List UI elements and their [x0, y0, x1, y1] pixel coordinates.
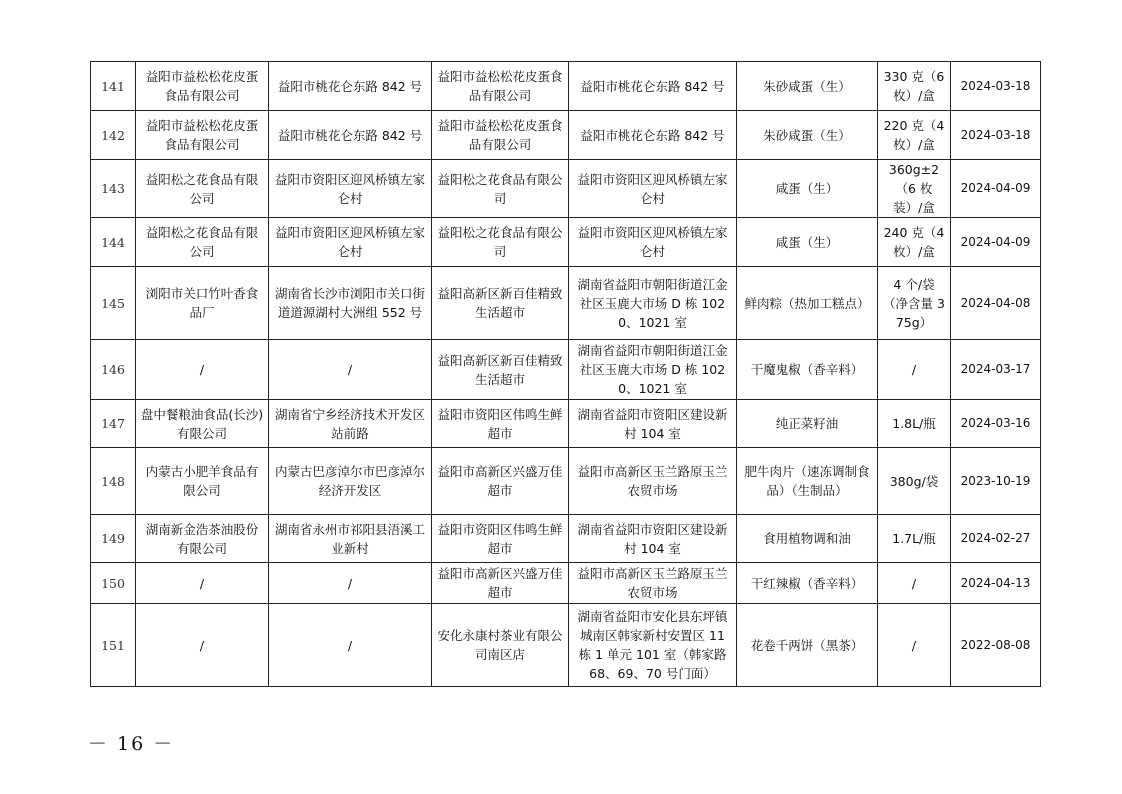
sampled-unit-name-cell: 安化永康村茶业有限公司南区店 [432, 604, 569, 687]
producer-address-cell: 湖南省宁乡经济技术开发区站前路 [269, 400, 432, 448]
sampled-unit-address-cell: 湖南省益阳市朝阳街道江金社区玉鹿大市场 D 栋 1020、1021 室 [569, 340, 737, 400]
row-number-cell: 148 [91, 448, 136, 515]
producer-address-cell: 湖南省永州市祁阳县浯溪工业新村 [269, 515, 432, 563]
row-number-cell: 146 [91, 340, 136, 400]
sampled-unit-name-cell: 益阳市资阳区伟鸣生鲜超市 [432, 400, 569, 448]
producer-address-cell: / [269, 340, 432, 400]
product-name-cell: 朱砂咸蛋（生） [737, 62, 878, 111]
table-row [91, 563, 1041, 604]
producer-name-cell: 浏阳市关口竹叶香食品厂 [136, 267, 269, 340]
product-name-cell: 咸蛋（生） [737, 160, 878, 218]
production-date-cell: 2024-03-17 [951, 340, 1041, 400]
sampled-unit-address-cell: 益阳市桃花仑东路 842 号 [569, 111, 737, 160]
sampled-unit-name-cell: 益阳市高新区兴盛万佳超市 [432, 563, 569, 604]
producer-address-cell: 湖南省长沙市浏阳市关口街道道源湖村大洲组 552 号 [269, 267, 432, 340]
product-spec-cell: 1.7L/瓶 [878, 515, 951, 563]
sampled-unit-address-cell: 湖南省益阳市资阳区建设新村 104 室 [569, 515, 737, 563]
sampled-unit-name-cell: 益阳市益松松花皮蛋食品有限公司 [432, 62, 569, 111]
production-date-cell: 2024-04-09 [951, 160, 1041, 218]
table-row [91, 340, 1041, 400]
product-spec-cell: / [878, 340, 951, 400]
product-spec-cell: / [878, 604, 951, 687]
product-name-cell: 肥牛肉片（速冻调制食品）（生制品） [737, 448, 878, 515]
producer-address-cell: / [269, 604, 432, 687]
row-number-cell: 144 [91, 218, 136, 267]
product-name-cell: 纯正菜籽油 [737, 400, 878, 448]
sampling-results-table [90, 61, 1041, 687]
product-spec-cell: 1.8L/瓶 [878, 400, 951, 448]
row-number-cell: 145 [91, 267, 136, 340]
producer-address-cell: 益阳市桃花仑东路 842 号 [269, 111, 432, 160]
production-date-cell: 2024-04-13 [951, 563, 1041, 604]
product-spec-cell: 240 克（4 枚）/盒 [878, 218, 951, 267]
sampled-unit-name-cell: 益阳高新区新百佳精致生活超市 [432, 267, 569, 340]
production-date-cell: 2024-03-18 [951, 62, 1041, 111]
production-date-cell: 2023-10-19 [951, 448, 1041, 515]
row-number-cell: 141 [91, 62, 136, 111]
sampled-unit-name-cell: 益阳市资阳区伟鸣生鲜超市 [432, 515, 569, 563]
producer-address-cell: 益阳市资阳区迎风桥镇左家仑村 [269, 160, 432, 218]
table-row [91, 400, 1041, 448]
sampled-unit-address-cell: 湖南省益阳市安化县东坪镇城南区韩家新村安置区 11 栋 1 单元 101 室（韩家路 68、69、70 号门面） [569, 604, 737, 687]
table-row [91, 218, 1041, 267]
producer-name-cell: 益阳市益松松花皮蛋食品有限公司 [136, 62, 269, 111]
table-row [91, 111, 1041, 160]
producer-name-cell: 盘中餐粮油食品(长沙)有限公司 [136, 400, 269, 448]
sampled-unit-address-cell: 湖南省益阳市资阳区建设新村 104 室 [569, 400, 737, 448]
product-name-cell: 干红辣椒（香辛料） [737, 563, 878, 604]
producer-name-cell: 益阳松之花食品有限公司 [136, 218, 269, 267]
row-number-cell: 149 [91, 515, 136, 563]
table-row [91, 448, 1041, 515]
product-spec-cell: 220 克（4 枚）/盒 [878, 111, 951, 160]
row-number-cell: 143 [91, 160, 136, 218]
producer-name-cell: 内蒙古小肥羊食品有限公司 [136, 448, 269, 515]
table-row [91, 267, 1041, 340]
row-number-cell: 147 [91, 400, 136, 448]
sampled-unit-address-cell: 湖南省益阳市朝阳街道江金社区玉鹿大市场 D 栋 1020、1021 室 [569, 267, 737, 340]
production-date-cell: 2024-02-27 [951, 515, 1041, 563]
table-row [91, 604, 1041, 687]
production-date-cell: 2024-04-08 [951, 267, 1041, 340]
sampled-unit-address-cell: 益阳市高新区玉兰路原玉兰农贸市场 [569, 448, 737, 515]
sampled-unit-name-cell: 益阳松之花食品有限公司 [432, 218, 569, 267]
producer-name-cell: 益阳市益松松花皮蛋食品有限公司 [136, 111, 269, 160]
table-row [91, 160, 1041, 218]
producer-address-cell: 益阳市桃花仑东路 842 号 [269, 62, 432, 111]
sampled-unit-address-cell: 益阳市资阳区迎风桥镇左家仑村 [569, 218, 737, 267]
table-row [91, 515, 1041, 563]
product-spec-cell: 380g/袋 [878, 448, 951, 515]
sampled-unit-name-cell: 益阳高新区新百佳精致生活超市 [432, 340, 569, 400]
product-name-cell: 朱砂咸蛋（生） [737, 111, 878, 160]
product-name-cell: 花卷千两饼（黑茶） [737, 604, 878, 687]
product-name-cell: 鲜肉粽（热加工糕点） [737, 267, 878, 340]
sampled-unit-address-cell: 益阳市高新区玉兰路原玉兰农贸市场 [569, 563, 737, 604]
production-date-cell: 2024-03-18 [951, 111, 1041, 160]
sampled-unit-address-cell: 益阳市桃花仑东路 842 号 [569, 62, 737, 111]
producer-address-cell: 益阳市资阳区迎风桥镇左家仑村 [269, 218, 432, 267]
product-spec-cell: 360g±2（6 枚装）/盒 [878, 160, 951, 218]
row-number-cell: 151 [91, 604, 136, 687]
producer-name-cell: / [136, 563, 269, 604]
table-row [91, 62, 1041, 111]
table-body [91, 62, 1041, 687]
sampled-unit-address-cell: 益阳市资阳区迎风桥镇左家仑村 [569, 160, 737, 218]
producer-name-cell: 湖南新金浩茶油股份有限公司 [136, 515, 269, 563]
product-name-cell: 干魔鬼椒（香辛料） [737, 340, 878, 400]
producer-name-cell: / [136, 604, 269, 687]
page-number: － 16 － [88, 733, 175, 755]
production-date-cell: 2022-08-08 [951, 604, 1041, 687]
product-spec-cell: 4 个/袋（净含量 375g） [878, 267, 951, 340]
product-spec-cell: 330 克（6 枚）/盒 [878, 62, 951, 111]
production-date-cell: 2024-04-09 [951, 218, 1041, 267]
producer-address-cell: / [269, 563, 432, 604]
product-name-cell: 咸蛋（生） [737, 218, 878, 267]
product-spec-cell: / [878, 563, 951, 604]
producer-name-cell: 益阳松之花食品有限公司 [136, 160, 269, 218]
sampled-unit-name-cell: 益阳市高新区兴盛万佳超市 [432, 448, 569, 515]
production-date-cell: 2024-03-16 [951, 400, 1041, 448]
product-name-cell: 食用植物调和油 [737, 515, 878, 563]
row-number-cell: 142 [91, 111, 136, 160]
row-number-cell: 150 [91, 563, 136, 604]
producer-address-cell: 内蒙古巴彦淖尔市巴彦淖尔经济开发区 [269, 448, 432, 515]
producer-name-cell: / [136, 340, 269, 400]
sampled-unit-name-cell: 益阳松之花食品有限公司 [432, 160, 569, 218]
sampled-unit-name-cell: 益阳市益松松花皮蛋食品有限公司 [432, 111, 569, 160]
